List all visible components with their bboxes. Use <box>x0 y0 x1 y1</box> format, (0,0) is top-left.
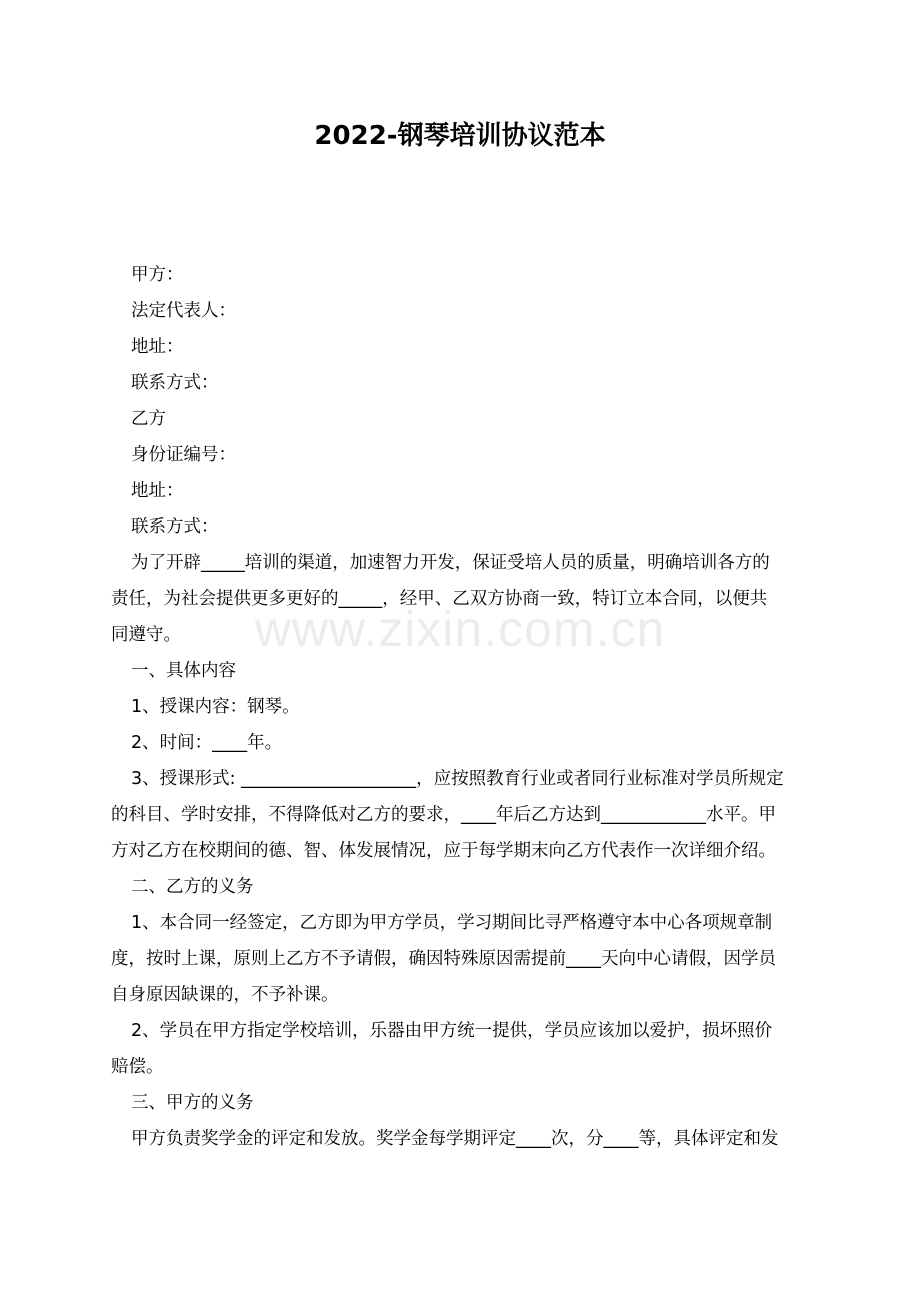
party-b-label: 乙方 <box>131 409 166 429</box>
section-2-item-1-line-3: 自身原因缺课的，不予补课。 <box>111 985 339 1005</box>
watermark: www.zixin.com.cn <box>254 601 666 657</box>
section-3-heading: 三、甲方的义务 <box>131 1093 254 1113</box>
section-1-item-3-line-2: 的科目、学时安排，不得降低对乙方的要求，____年后乙方达到____________水平。甲 <box>111 805 776 825</box>
party-b-id: 身份证编号： <box>131 445 236 465</box>
section-1-item-3-line-3: 方对乙方在校期间的德、智、体发展情况，应于每学期末向乙方代表作一次详细介绍。 <box>111 841 776 861</box>
section-2-item-2-line-2: 赔偿。 <box>111 1057 164 1077</box>
party-a-label: 甲方： <box>131 265 184 285</box>
section-2-item-2-line-1: 2、学员在甲方指定学校培训，乐器由甲方统一提供，学员应该加以爱护，损坏照价 <box>131 1021 773 1041</box>
section-2-item-1-line-1: 1、本合同一经签定，乙方即为甲方学员，学习期间比寻严格遵守本中心各项规章制 <box>131 913 773 933</box>
section-1-heading: 一、具体内容 <box>131 661 236 681</box>
party-a-contact: 联系方式： <box>131 373 219 393</box>
party-b-address: 地址： <box>131 481 184 501</box>
document-title: 2022-钢琴培训协议范本 <box>314 121 606 151</box>
party-b-contact: 联系方式： <box>131 517 219 537</box>
section-2-item-1-line-2: 度，按时上课，原则上乙方不予请假，确因特殊原因需提前____天向中心请假，因学员 <box>111 949 776 969</box>
section-1-item-3-line-1: 3、授课形式: ____________________，应按照教育行业或者同行业标准对学员所规定 <box>131 769 784 789</box>
section-3-para-line-1: 甲方负责奖学金的评定和发放。奖学金每学期评定____次，分____等，具体评定和发 <box>131 1129 779 1149</box>
section-1-item-2: 2、时间：____年。 <box>131 733 283 753</box>
document-body <box>111 257 811 1157</box>
section-2-heading: 二、乙方的义务 <box>131 877 254 897</box>
intro-line-3: 同遵守。 <box>111 625 181 645</box>
intro-line-1: 为了开辟_____培训的渠道，加速智力开发，保证受培人员的质量，明确培训各方的 <box>131 553 770 573</box>
party-a-rep: 法定代表人： <box>131 301 236 321</box>
section-1-item-1: 1、授课内容：钢琴。 <box>131 697 300 717</box>
intro-line-2: 责任，为社会提供更多更好的_____，经甲、乙双方协商一致，特订立本合同，以便共 <box>111 589 768 609</box>
party-a-address: 地址： <box>131 337 184 357</box>
